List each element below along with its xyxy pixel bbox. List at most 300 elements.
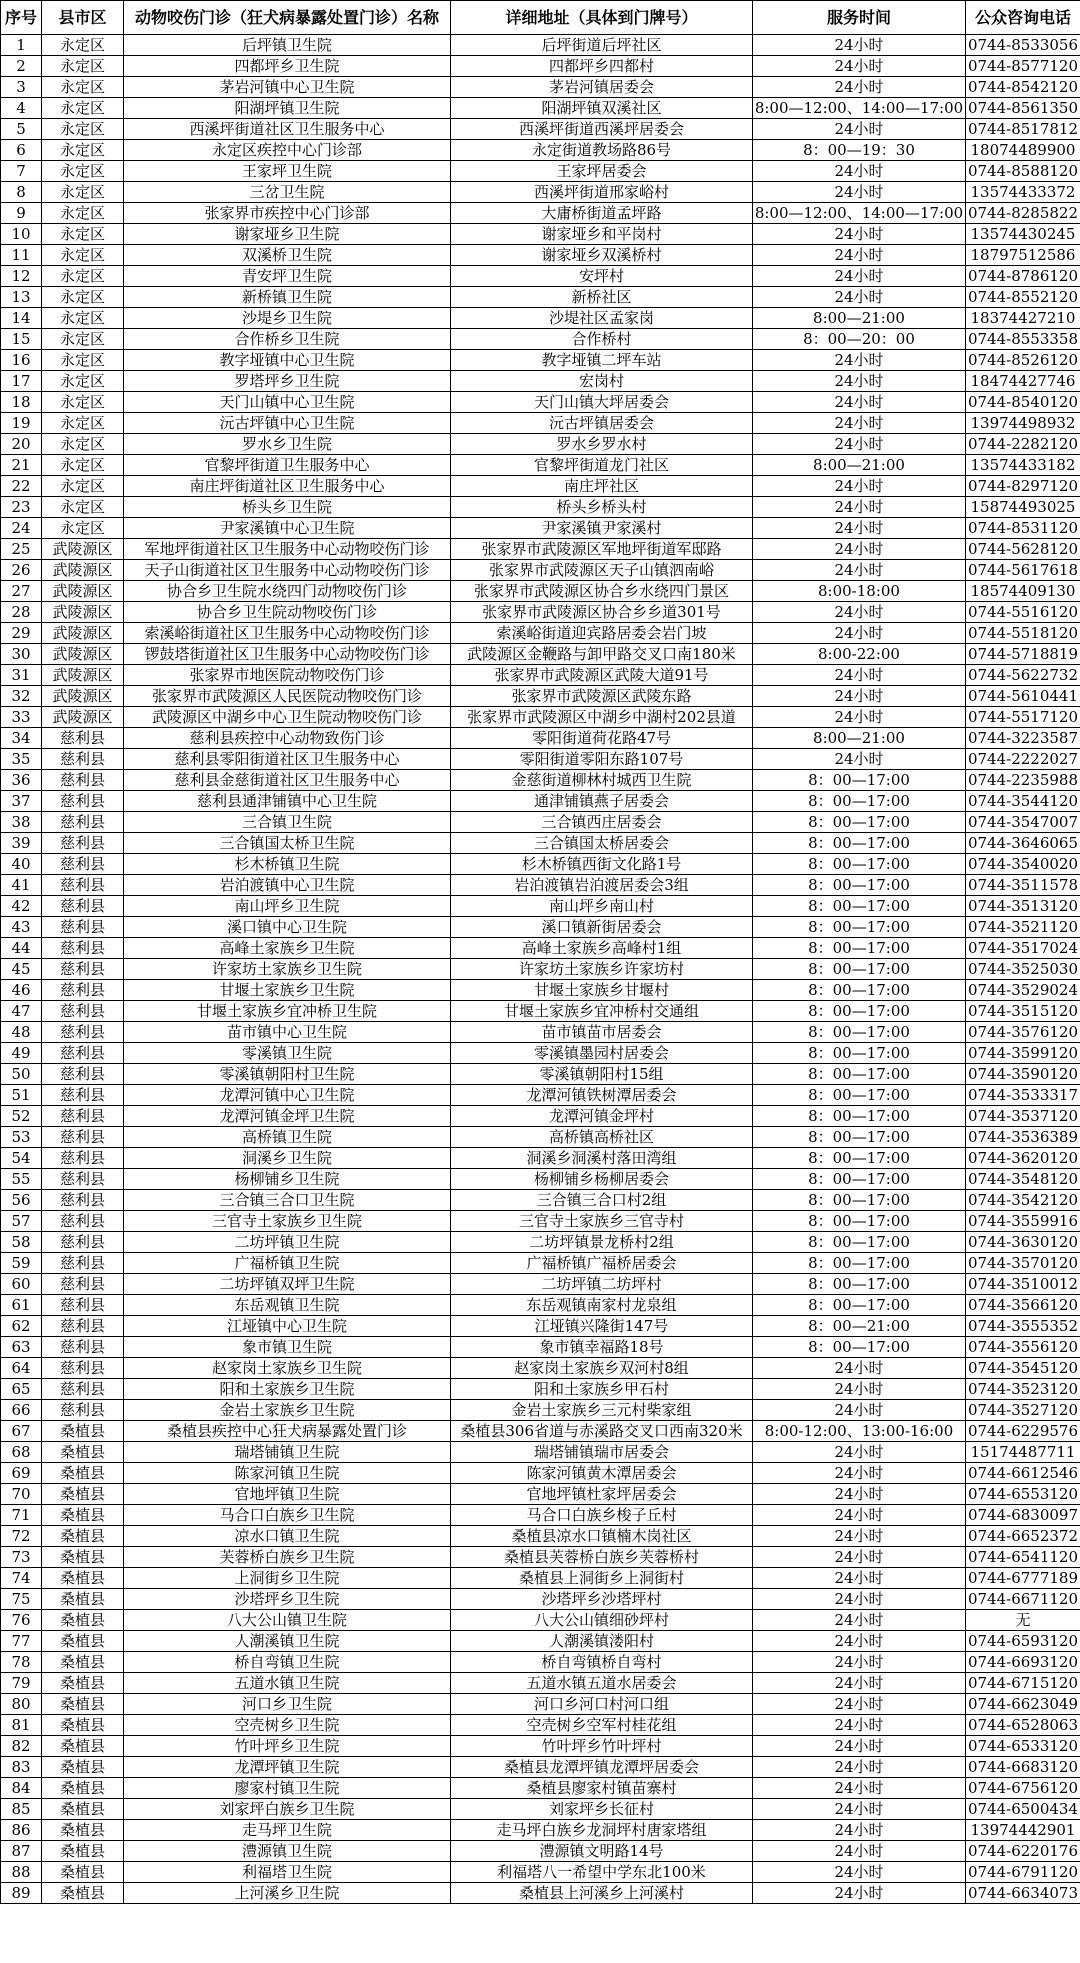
cell-service-hours: 8：00—17:00: [753, 1085, 966, 1106]
cell-index: 74: [1, 1568, 42, 1589]
table-row: [1, 518, 1080, 539]
cell-service-hours: 24小时: [753, 35, 966, 56]
cell-phone: 无: [966, 1610, 1080, 1631]
table-row: [1, 119, 1080, 140]
cell-address: 广福桥镇广福桥居委会: [451, 1253, 753, 1274]
table-row: [1, 1505, 1080, 1526]
cell-service-hours: 8：00—17:00: [753, 770, 966, 791]
cell-index: 75: [1, 1589, 42, 1610]
table-row: [1, 266, 1080, 287]
cell-phone: 0744-3529024: [966, 980, 1080, 1001]
cell-index: 7: [1, 161, 42, 182]
cell-index: 34: [1, 728, 42, 749]
cell-clinic-name: 杨柳铺乡卫生院: [124, 1169, 451, 1190]
cell-index: 44: [1, 938, 42, 959]
cell-district: 武陵源区: [42, 707, 124, 728]
cell-district: 桑植县: [42, 1526, 124, 1547]
cell-index: 67: [1, 1421, 42, 1442]
cell-clinic-name: 张家界市武陵源区人民医院动物咬伤门诊: [124, 686, 451, 707]
cell-district: 桑植县: [42, 1484, 124, 1505]
cell-phone: 0744-3556120: [966, 1337, 1080, 1358]
cell-clinic-name: 上洞街乡卫生院: [124, 1568, 451, 1589]
cell-address: 安坪村: [451, 266, 753, 287]
cell-phone: 0744-2235988: [966, 770, 1080, 791]
cell-district: 桑植县: [42, 1652, 124, 1673]
cell-address: 金慈街道柳林村城西卫生院: [451, 770, 753, 791]
cell-service-hours: 24小时: [753, 1589, 966, 1610]
cell-index: 77: [1, 1631, 42, 1652]
table-row: [1, 980, 1080, 1001]
cell-clinic-name: 龙潭河镇中心卫生院: [124, 1085, 451, 1106]
table-row: [1, 1631, 1080, 1652]
cell-phone: 0744-8540120: [966, 392, 1080, 413]
cell-district: 武陵源区: [42, 644, 124, 665]
cell-index: 47: [1, 1001, 42, 1022]
cell-index: 56: [1, 1190, 42, 1211]
cell-district: 桑植县: [42, 1421, 124, 1442]
table-row: [1, 1169, 1080, 1190]
cell-clinic-name: 罗水乡卫生院: [124, 434, 451, 455]
cell-index: 45: [1, 959, 42, 980]
cell-address: 岩泊渡镇岩泊渡居委会3组: [451, 875, 753, 896]
cell-phone: 0744-3527120: [966, 1400, 1080, 1421]
cell-service-hours: 24小时: [753, 1757, 966, 1778]
cell-clinic-name: 澧源镇卫生院: [124, 1841, 451, 1862]
cell-service-hours: 8：00—17:00: [753, 1337, 966, 1358]
cell-service-hours: 24小时: [753, 539, 966, 560]
table-row: [1, 1148, 1080, 1169]
cell-address: 索溪峪街道迎宾路居委会岩门坡: [451, 623, 753, 644]
cell-district: 慈利县: [42, 1253, 124, 1274]
cell-phone: 0744-3576120: [966, 1022, 1080, 1043]
table-row: [1, 875, 1080, 896]
table-row: [1, 1463, 1080, 1484]
cell-district: 慈利县: [42, 1400, 124, 1421]
cell-address: 龙潭河镇铁树潭居委会: [451, 1085, 753, 1106]
cell-service-hours: 8：00—20：00: [753, 329, 966, 350]
cell-index: 72: [1, 1526, 42, 1547]
cell-district: 永定区: [42, 77, 124, 98]
cell-index: 64: [1, 1358, 42, 1379]
cell-clinic-name: 五道水镇卫生院: [124, 1673, 451, 1694]
cell-clinic-name: 高峰土家族乡卫生院: [124, 938, 451, 959]
cell-clinic-name: 武陵源区中湖乡中心卫生院动物咬伤门诊: [124, 707, 451, 728]
cell-phone: 0744-6553120: [966, 1484, 1080, 1505]
cell-address: 三合镇国太桥居委会: [451, 833, 753, 854]
cell-index: 38: [1, 812, 42, 833]
cell-district: 永定区: [42, 56, 124, 77]
cell-address: 通津铺镇燕子居委会: [451, 791, 753, 812]
table-row: [1, 896, 1080, 917]
cell-district: 武陵源区: [42, 665, 124, 686]
cell-district: 慈利县: [42, 854, 124, 875]
cell-index: 82: [1, 1736, 42, 1757]
cell-service-hours: 24小时: [753, 1736, 966, 1757]
cell-index: 16: [1, 350, 42, 371]
cell-index: 14: [1, 308, 42, 329]
cell-address: 合作桥村: [451, 329, 753, 350]
cell-address: 高峰土家族乡高峰村1组: [451, 938, 753, 959]
cell-service-hours: 8：00—21:00: [753, 1316, 966, 1337]
cell-district: 永定区: [42, 98, 124, 119]
cell-address: 张家界市武陵源区军地坪街道军邸路: [451, 539, 753, 560]
cell-index: 17: [1, 371, 42, 392]
cell-address: 四都坪乡四都村: [451, 56, 753, 77]
cell-address: 江垭镇兴隆街147号: [451, 1316, 753, 1337]
cell-index: 84: [1, 1778, 42, 1799]
cell-address: 三合镇三合口村2组: [451, 1190, 753, 1211]
cell-district: 桑植县: [42, 1883, 124, 1904]
cell-clinic-name: 双溪桥卫生院: [124, 245, 451, 266]
cell-address: 利福塔八一希望中学东北100米: [451, 1862, 753, 1883]
cell-address: 桑植县芙蓉桥白族乡芙蓉桥村: [451, 1547, 753, 1568]
cell-service-hours: 24小时: [753, 350, 966, 371]
cell-district: 永定区: [42, 350, 124, 371]
cell-district: 慈利县: [42, 1232, 124, 1253]
cell-address: 王家坪居委会: [451, 161, 753, 182]
cell-clinic-name: 南庄坪街道社区卫生服务中心: [124, 476, 451, 497]
table-row: [1, 1190, 1080, 1211]
cell-index: 61: [1, 1295, 42, 1316]
cell-phone: 0744-3537120: [966, 1106, 1080, 1127]
cell-address: 人潮溪镇溇阳村: [451, 1631, 753, 1652]
cell-service-hours: 24小时: [753, 182, 966, 203]
cell-index: 52: [1, 1106, 42, 1127]
cell-phone: 0744-3559916: [966, 1211, 1080, 1232]
cell-district: 桑植县: [42, 1778, 124, 1799]
cell-district: 慈利县: [42, 1064, 124, 1085]
cell-address: 武陵源区金鞭路与卸甲路交叉口南180米: [451, 644, 753, 665]
table-row: [1, 1652, 1080, 1673]
cell-service-hours: 24小时: [753, 1526, 966, 1547]
cell-service-hours: 24小时: [753, 1631, 966, 1652]
table-row: [1, 749, 1080, 770]
cell-district: 永定区: [42, 140, 124, 161]
cell-address: 二坊坪镇景龙桥村2组: [451, 1232, 753, 1253]
table-row: [1, 140, 1080, 161]
table-row: [1, 917, 1080, 938]
cell-service-hours: 8:00—21:00: [753, 455, 966, 476]
cell-service-hours: 24小时: [753, 476, 966, 497]
cell-clinic-name: 茅岩河镇中心卫生院: [124, 77, 451, 98]
cell-service-hours: 8：00—17:00: [753, 1169, 966, 1190]
cell-clinic-name: 人潮溪镇卫生院: [124, 1631, 451, 1652]
table-row: [1, 1526, 1080, 1547]
cell-index: 18: [1, 392, 42, 413]
cell-clinic-name: 慈利县通津铺镇中心卫生院: [124, 791, 451, 812]
cell-district: 慈利县: [42, 938, 124, 959]
cell-clinic-name: 杉木桥镇卫生院: [124, 854, 451, 875]
cell-district: 桑植县: [42, 1757, 124, 1778]
cell-address: 桑植县上河溪乡上河溪村: [451, 1883, 753, 1904]
cell-phone: 0744-3547007: [966, 812, 1080, 833]
cell-service-hours: 8：00—17:00: [753, 917, 966, 938]
cell-service-hours: 24小时: [753, 1862, 966, 1883]
table-row: [1, 287, 1080, 308]
header-address: 详细地址（具体到门牌号）: [451, 1, 753, 35]
cell-address: 教字垭镇二坪车站: [451, 350, 753, 371]
cell-district: 永定区: [42, 182, 124, 203]
cell-index: 48: [1, 1022, 42, 1043]
cell-address: 三合镇西庄居委会: [451, 812, 753, 833]
cell-service-hours: 8：00—17:00: [753, 854, 966, 875]
cell-district: 武陵源区: [42, 602, 124, 623]
cell-clinic-name: 桥自弯镇卫生院: [124, 1652, 451, 1673]
cell-index: 15: [1, 329, 42, 350]
cell-service-hours: 8：00—17:00: [753, 1274, 966, 1295]
cell-district: 慈利县: [42, 1001, 124, 1022]
table-row: [1, 1064, 1080, 1085]
cell-service-hours: 24小时: [753, 77, 966, 98]
cell-service-hours: 8：00—17:00: [753, 1148, 966, 1169]
cell-clinic-name: 沙塔坪乡卫生院: [124, 1589, 451, 1610]
cell-service-hours: 8：00—17:00: [753, 1001, 966, 1022]
cell-address: 高桥镇高桥社区: [451, 1127, 753, 1148]
cell-service-hours: 8：00—17:00: [753, 1211, 966, 1232]
table-row: [1, 497, 1080, 518]
cell-address: 杉木桥镇西街文化路1号: [451, 854, 753, 875]
cell-service-hours: 8:00-12:00、13:00-16:00: [753, 1421, 966, 1442]
cell-clinic-name: 永定区疾控中心门诊部: [124, 140, 451, 161]
cell-phone: 0744-5610441: [966, 686, 1080, 707]
cell-index: 86: [1, 1820, 42, 1841]
cell-service-hours: 8：00—17:00: [753, 959, 966, 980]
cell-service-hours: 24小时: [753, 1694, 966, 1715]
cell-phone: 0744-3590120: [966, 1064, 1080, 1085]
cell-service-hours: 24小时: [753, 1463, 966, 1484]
cell-district: 慈利县: [42, 1106, 124, 1127]
cell-phone: 0744-3536389: [966, 1127, 1080, 1148]
cell-service-hours: 24小时: [753, 749, 966, 770]
cell-service-hours: 8：00—17:00: [753, 875, 966, 896]
header-service-hours: 服务时间: [753, 1, 966, 35]
cell-index: 11: [1, 245, 42, 266]
cell-district: 慈利县: [42, 980, 124, 1001]
cell-clinic-name: 走马坪卫生院: [124, 1820, 451, 1841]
cell-service-hours: 8：00—17:00: [753, 1106, 966, 1127]
cell-service-hours: 8:00—21:00: [753, 728, 966, 749]
table-row: [1, 1883, 1080, 1904]
cell-district: 武陵源区: [42, 581, 124, 602]
cell-phone: 0744-8577120: [966, 56, 1080, 77]
table-row: [1, 812, 1080, 833]
cell-phone: 0744-3542120: [966, 1190, 1080, 1211]
cell-index: 60: [1, 1274, 42, 1295]
cell-index: 73: [1, 1547, 42, 1568]
cell-phone: 13574433372: [966, 182, 1080, 203]
cell-clinic-name: 三岔卫生院: [124, 182, 451, 203]
cell-index: 23: [1, 497, 42, 518]
cell-index: 43: [1, 917, 42, 938]
cell-phone: 18474427746: [966, 371, 1080, 392]
cell-phone: 0744-6220176: [966, 1841, 1080, 1862]
cell-service-hours: 24小时: [753, 1610, 966, 1631]
cell-address: 零阳街道零阳东路107号: [451, 749, 753, 770]
cell-address: 刘家坪乡长征村: [451, 1799, 753, 1820]
cell-index: 13: [1, 287, 42, 308]
cell-district: 永定区: [42, 518, 124, 539]
cell-address: 新桥社区: [451, 287, 753, 308]
cell-district: 慈利县: [42, 791, 124, 812]
cell-service-hours: 24小时: [753, 1442, 966, 1463]
cell-index: 31: [1, 665, 42, 686]
cell-phone: 13974442901: [966, 1820, 1080, 1841]
cell-service-hours: 8：00—17:00: [753, 1022, 966, 1043]
cell-index: 36: [1, 770, 42, 791]
header-clinic-name: 动物咬伤门诊（狂犬病暴露处置门诊）名称: [124, 1, 451, 35]
cell-district: 永定区: [42, 392, 124, 413]
cell-district: 慈利县: [42, 1295, 124, 1316]
table-row: [1, 1337, 1080, 1358]
cell-district: 桑植县: [42, 1799, 124, 1820]
cell-service-hours: 24小时: [753, 266, 966, 287]
cell-phone: 0744-3566120: [966, 1295, 1080, 1316]
cell-address: 二坊坪镇二坊坪村: [451, 1274, 753, 1295]
cell-district: 慈利县: [42, 1190, 124, 1211]
cell-phone: 0744-6693120: [966, 1652, 1080, 1673]
cell-service-hours: 8:00-22:00: [753, 644, 966, 665]
cell-district: 永定区: [42, 161, 124, 182]
cell-clinic-name: 张家界市地医院动物咬伤门诊: [124, 665, 451, 686]
table-row: [1, 1211, 1080, 1232]
cell-phone: 0744-6612546: [966, 1463, 1080, 1484]
cell-district: 桑植县: [42, 1505, 124, 1526]
cell-service-hours: 8:00-18:00: [753, 581, 966, 602]
cell-service-hours: 24小时: [753, 1673, 966, 1694]
cell-service-hours: 24小时: [753, 560, 966, 581]
cell-district: 桑植县: [42, 1862, 124, 1883]
table-row: [1, 476, 1080, 497]
table-row: [1, 1841, 1080, 1862]
cell-district: 慈利县: [42, 1169, 124, 1190]
cell-clinic-name: 天门山镇中心卫生院: [124, 392, 451, 413]
cell-service-hours: 24小时: [753, 392, 966, 413]
cell-index: 49: [1, 1043, 42, 1064]
cell-address: 大庸桥街道孟坪路: [451, 203, 753, 224]
cell-district: 慈利县: [42, 728, 124, 749]
cell-phone: 0744-5622732: [966, 665, 1080, 686]
cell-address: 桥头乡桥头村: [451, 497, 753, 518]
cell-clinic-name: 锣鼓塔街道社区卫生服务中心动物咬伤门诊: [124, 644, 451, 665]
cell-address: 阳和土家族乡甲石村: [451, 1379, 753, 1400]
cell-index: 76: [1, 1610, 42, 1631]
table-row: [1, 1694, 1080, 1715]
cell-district: 永定区: [42, 497, 124, 518]
cell-clinic-name: 三合镇卫生院: [124, 812, 451, 833]
cell-clinic-name: 阳和土家族乡卫生院: [124, 1379, 451, 1400]
table-row: [1, 1274, 1080, 1295]
cell-clinic-name: 协合乡卫生院水绕四门动物咬伤门诊: [124, 581, 451, 602]
cell-address: 许家坊土家族乡许家坊村: [451, 959, 753, 980]
header-district: 县市区: [42, 1, 124, 35]
cell-clinic-name: 高桥镇卫生院: [124, 1127, 451, 1148]
cell-address: 西溪坪街道邢家峪村: [451, 182, 753, 203]
cell-clinic-name: 慈利县零阳街道社区卫生服务中心: [124, 749, 451, 770]
cell-district: 永定区: [42, 35, 124, 56]
cell-clinic-name: 洞溪乡卫生院: [124, 1148, 451, 1169]
cell-clinic-name: 慈利县金慈街道社区卫生服务中心: [124, 770, 451, 791]
cell-phone: 0744-3515120: [966, 1001, 1080, 1022]
cell-address: 杨柳铺乡杨柳居委会: [451, 1169, 753, 1190]
cell-phone: 0744-8297120: [966, 476, 1080, 497]
cell-address: 沙塔坪乡沙塔坪村: [451, 1589, 753, 1610]
cell-clinic-name: 教字垭镇中心卫生院: [124, 350, 451, 371]
table-row: [1, 1547, 1080, 1568]
cell-clinic-name: 天子山街道社区卫生服务中心动物咬伤门诊: [124, 560, 451, 581]
table-row: [1, 1778, 1080, 1799]
cell-district: 桑植县: [42, 1820, 124, 1841]
cell-index: 25: [1, 539, 42, 560]
cell-index: 37: [1, 791, 42, 812]
cell-index: 24: [1, 518, 42, 539]
cell-clinic-name: 合作桥乡卫生院: [124, 329, 451, 350]
cell-service-hours: 24小时: [753, 119, 966, 140]
cell-address: 永定街道教场路86号: [451, 140, 753, 161]
cell-district: 慈利县: [42, 749, 124, 770]
cell-phone: 13574433182: [966, 455, 1080, 476]
table-row: [1, 854, 1080, 875]
cell-service-hours: 8：00—17:00: [753, 791, 966, 812]
cell-clinic-name: 溪口镇中心卫生院: [124, 917, 451, 938]
cell-service-hours: 24小时: [753, 518, 966, 539]
cell-district: 桑植县: [42, 1463, 124, 1484]
cell-service-hours: 8:00—21:00: [753, 308, 966, 329]
cell-index: 70: [1, 1484, 42, 1505]
cell-phone: 0744-5628120: [966, 539, 1080, 560]
cell-address: 苗市镇苗市居委会: [451, 1022, 753, 1043]
cell-address: 空壳树乡空军村桂花组: [451, 1715, 753, 1736]
cell-district: 桑植县: [42, 1610, 124, 1631]
cell-address: 张家界市武陵源区协合乡水绕四门景区: [451, 581, 753, 602]
cell-phone: 0744-6634073: [966, 1883, 1080, 1904]
cell-address: 沙堤社区孟家岗: [451, 308, 753, 329]
table-row: [1, 56, 1080, 77]
table-row: [1, 581, 1080, 602]
cell-index: 40: [1, 854, 42, 875]
cell-district: 慈利县: [42, 1022, 124, 1043]
cell-district: 慈利县: [42, 1085, 124, 1106]
cell-clinic-name: 河口乡卫生院: [124, 1694, 451, 1715]
cell-clinic-name: 瑞塔铺镇卫生院: [124, 1442, 451, 1463]
cell-address: 甘堰土家族乡宜冲桥村交通组: [451, 1001, 753, 1022]
cell-address: 五道水镇五道水居委会: [451, 1673, 753, 1694]
cell-district: 永定区: [42, 245, 124, 266]
cell-district: 永定区: [42, 266, 124, 287]
cell-phone: 0744-8542120: [966, 77, 1080, 98]
table-row: [1, 224, 1080, 245]
cell-clinic-name: 许家坊土家族乡卫生院: [124, 959, 451, 980]
cell-district: 慈利县: [42, 875, 124, 896]
cell-clinic-name: 官黎坪街道卫生服务中心: [124, 455, 451, 476]
table-row: [1, 1421, 1080, 1442]
cell-district: 慈利县: [42, 1043, 124, 1064]
cell-address: 南山坪乡南山村: [451, 896, 753, 917]
cell-address: 宏岗村: [451, 371, 753, 392]
cell-district: 永定区: [42, 224, 124, 245]
table-row: [1, 1358, 1080, 1379]
cell-phone: 0744-6652372: [966, 1526, 1080, 1547]
table-body: [1, 35, 1080, 1904]
cell-district: 慈利县: [42, 917, 124, 938]
cell-clinic-name: 利福塔卫生院: [124, 1862, 451, 1883]
cell-phone: 0744-5517120: [966, 707, 1080, 728]
cell-index: 50: [1, 1064, 42, 1085]
cell-service-hours: 8：00—17:00: [753, 1232, 966, 1253]
cell-index: 66: [1, 1400, 42, 1421]
cell-index: 28: [1, 602, 42, 623]
cell-index: 88: [1, 1862, 42, 1883]
cell-index: 54: [1, 1148, 42, 1169]
